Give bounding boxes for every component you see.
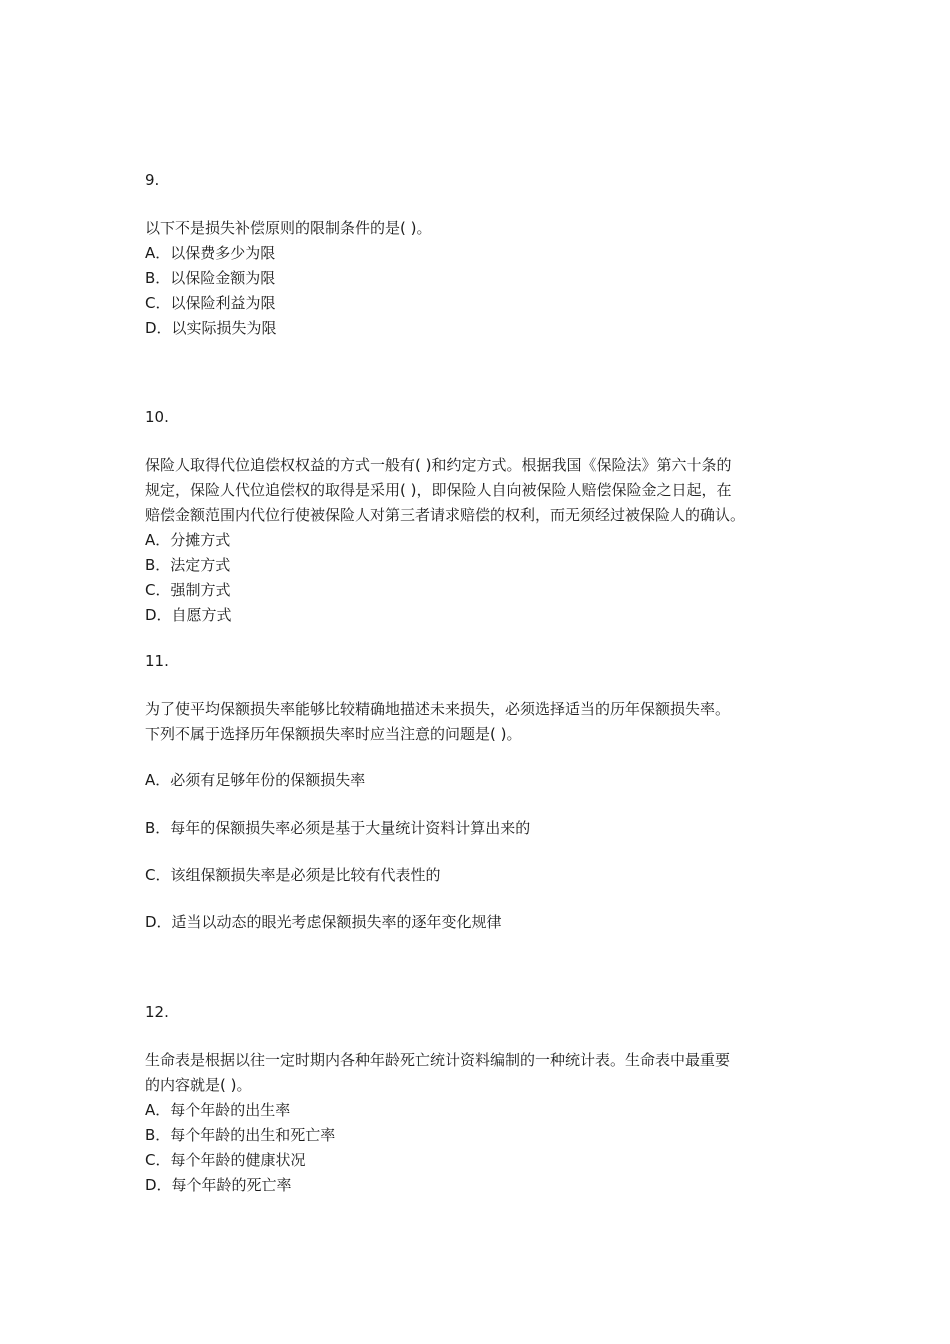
question-number: 10. [145, 408, 169, 426]
option-c: C．强制方式 [145, 581, 231, 599]
option-d: D．适当以动态的眼光考虑保额损失率的逐年变化规律 [145, 913, 502, 931]
option-a: A．必须有足够年份的保额损失率 [145, 771, 366, 789]
option-b: B．法定方式 [145, 556, 231, 574]
question-stem-line: 规定，保险人代位追偿权的取得是采用( )，即保险人自向被保险人赔偿保险金之日起，在 [145, 481, 732, 499]
option-b: B．每个年龄的出生和死亡率 [145, 1126, 336, 1144]
question-stem-line: 保险人取得代位追偿权权益的方式一般有( )和约定方式。根据我国《保险法》第六十条的 [145, 456, 732, 474]
option-d: D．以实际损失为限 [145, 319, 277, 337]
question-number: 11. [145, 652, 169, 670]
option-a: A．每个年龄的出生率 [145, 1101, 291, 1119]
question-stem-line: 下列不属于选择历年保额损失率时应当注意的问题是( )。 [145, 725, 522, 743]
option-d: D．每个年龄的死亡率 [145, 1176, 292, 1194]
question-stem-line: 的内容就是( )。 [145, 1076, 252, 1094]
option-d: D．自愿方式 [145, 606, 232, 624]
question-number: 12. [145, 1003, 169, 1021]
option-b: B．以保险金额为限 [145, 269, 276, 287]
option-b: B．每年的保额损失率必须是基于大量统计资料计算出来的 [145, 819, 531, 837]
question-stem-line: 赔偿金额范围内代位行使被保险人对第三者请求赔偿的权利，而无须经过被保险人的确认。 [145, 506, 746, 524]
question-stem-line: 生命表是根据以往一定时期内各种年龄死亡统计资料编制的一种统计表。生命表中最重要 [145, 1051, 731, 1069]
question-number: 9. [145, 171, 160, 189]
option-a: A．以保费多少为限 [145, 244, 276, 262]
option-c: C．每个年龄的健康状况 [145, 1151, 306, 1169]
option-c: C．该组保额损失率是必须是比较有代表性的 [145, 866, 441, 884]
question-stem: 以下不是损失补偿原则的限制条件的是( )。 [145, 219, 432, 237]
option-a: A．分摊方式 [145, 531, 231, 549]
option-c: C．以保险利益为限 [145, 294, 276, 312]
question-stem-line: 为了使平均保额损失率能够比较精确地描述未来损失，必须选择适当的历年保额损失率。 [145, 700, 731, 718]
